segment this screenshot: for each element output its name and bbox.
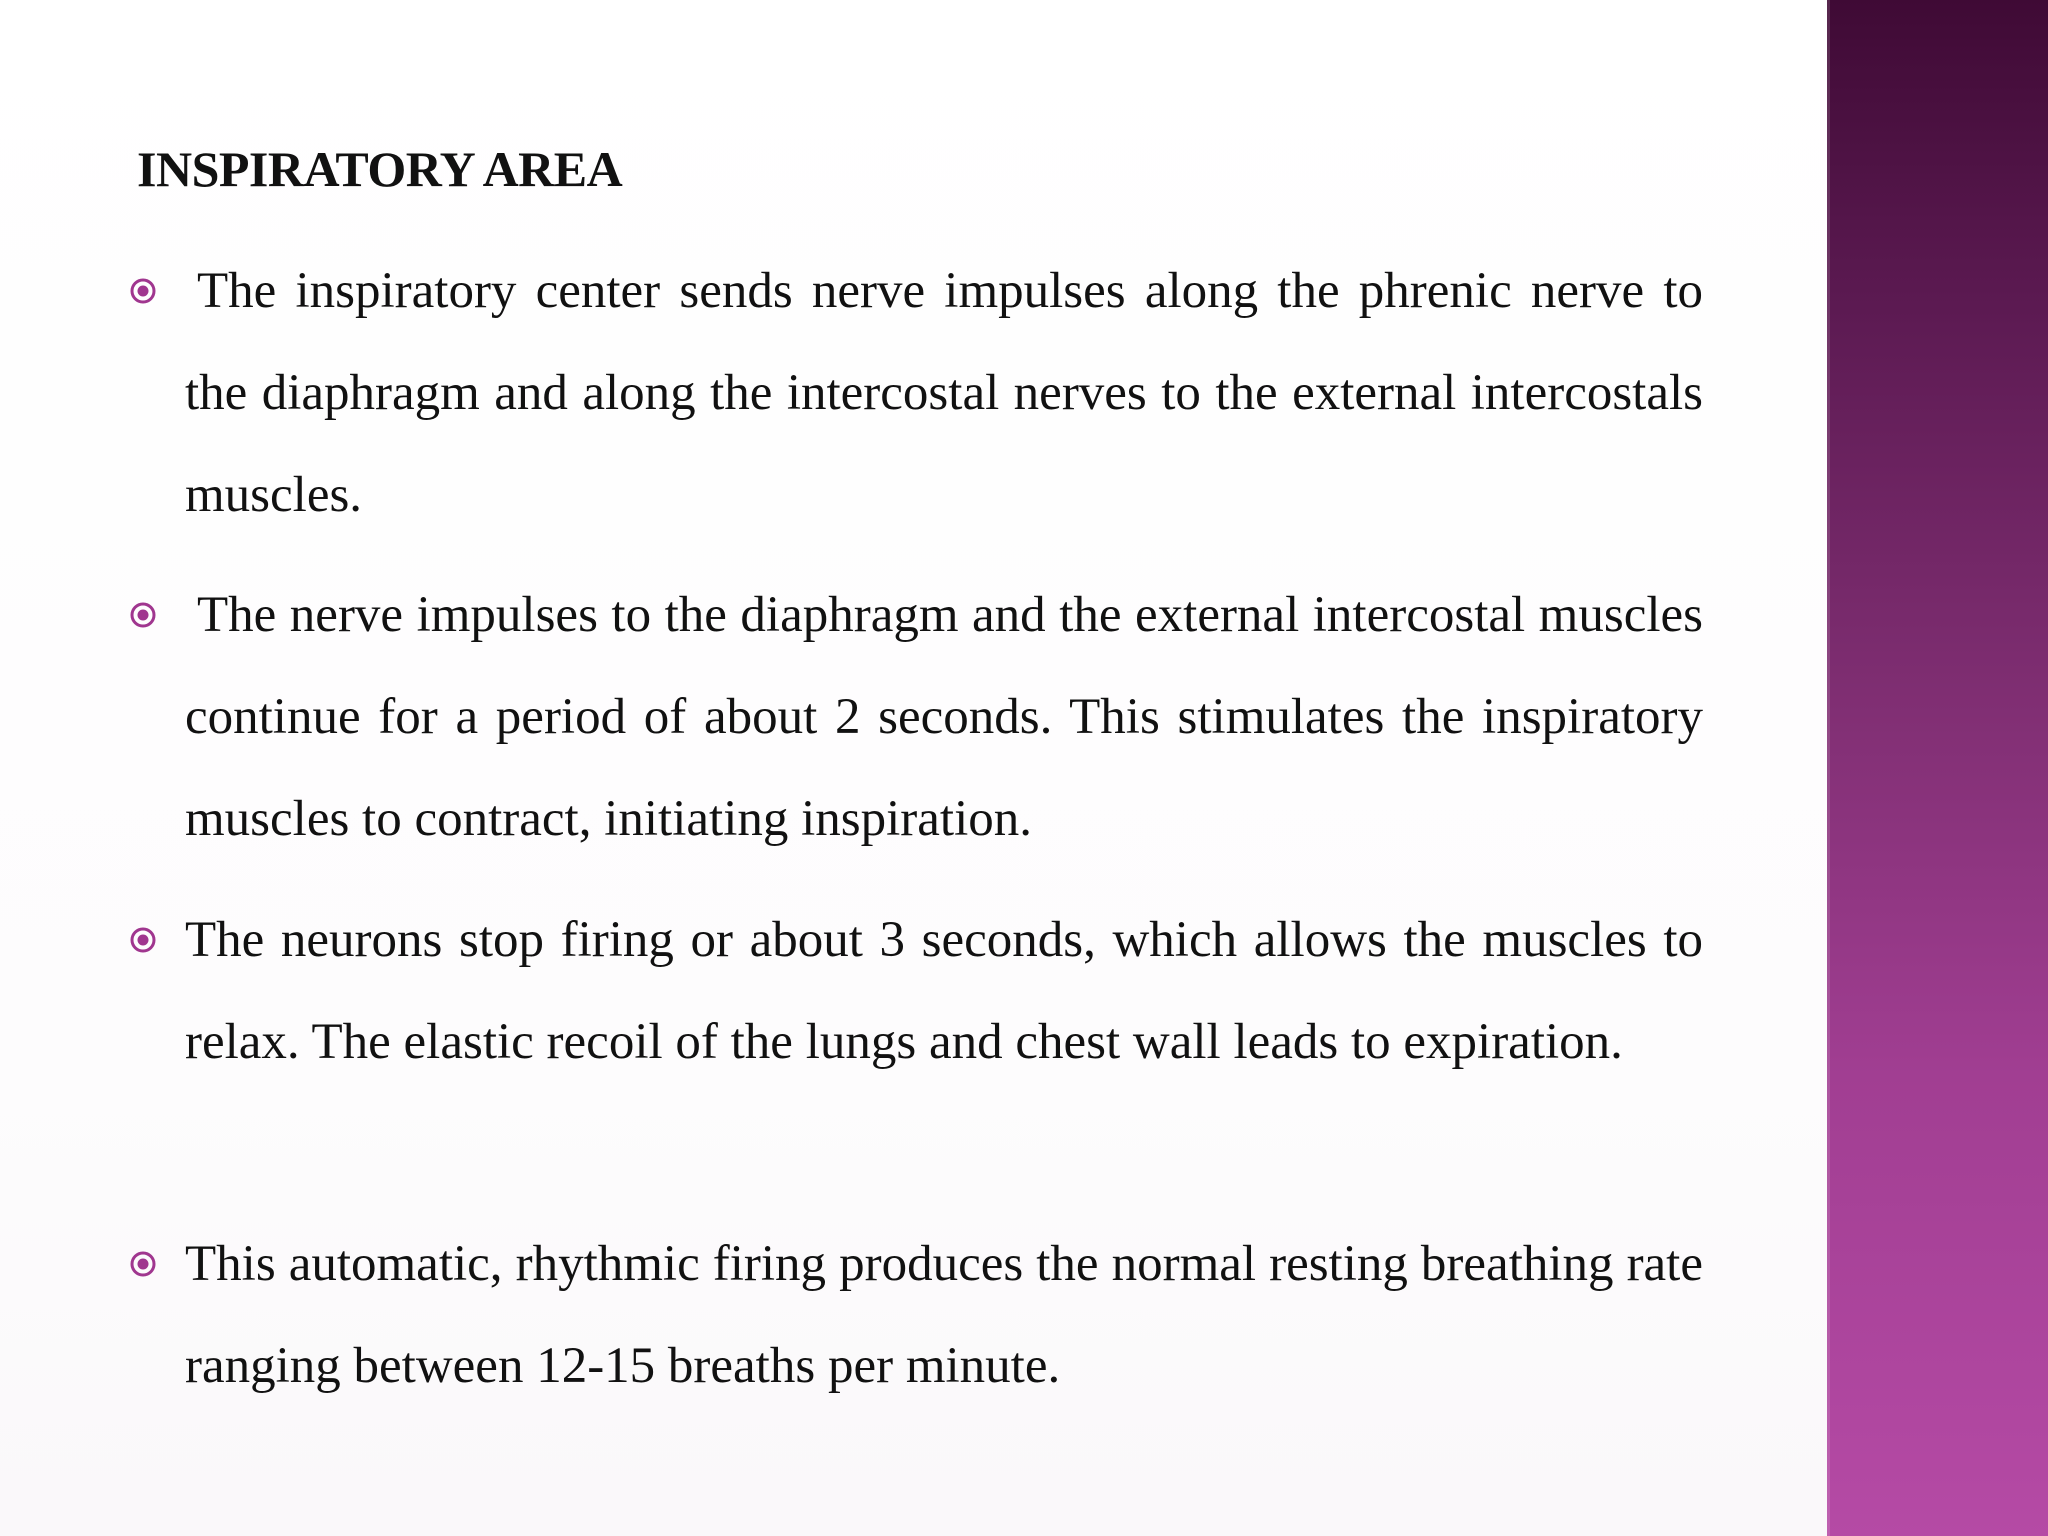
bullet-text: This automatic, rhythmic firing produces the normal resting breathing rate ranging between 12-15 breaths per minute. (185, 1236, 1703, 1394)
circle-dot-bullet-icon (129, 601, 157, 629)
slide-title: INSPIRATORY AREA (137, 141, 623, 197)
bullet-text: The neurons stop firing or about 3 seconds, which allows the muscles to relax. The elastic recoil of the lungs and chest wall leads to expiration. (185, 912, 1703, 1070)
decorative-side-bar (1827, 0, 2048, 1536)
circle-dot-bullet-icon (129, 926, 157, 954)
bullet-text: The nerve impulses to the diaphragm and the external intercostal muscles continue for a period of about 2 seconds. This stimulates the inspiratory muscles to contract, initiating inspiration. (185, 587, 1703, 847)
circle-dot-bullet-icon (129, 277, 157, 305)
bullet-item (185, 1213, 1703, 1417)
bullet-text: The inspiratory center sends nerve impulses along the phrenic nerve to the diaphragm and along the intercostal nerves to the external intercostals muscles. (185, 263, 1703, 523)
circle-dot-bullet-icon (129, 1250, 157, 1278)
bullet-item (185, 564, 1703, 870)
bullet-item (185, 240, 1703, 546)
bullet-item (185, 889, 1703, 1093)
